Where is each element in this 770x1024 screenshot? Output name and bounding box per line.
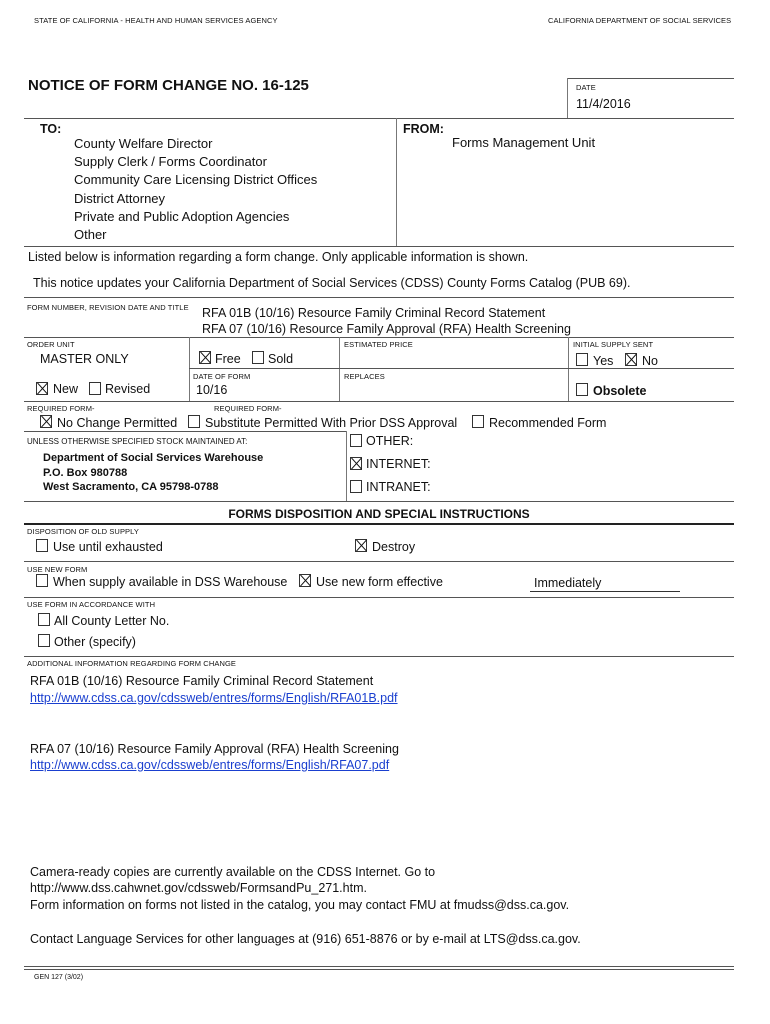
order-unit-value: MASTER ONLY	[40, 352, 129, 366]
additional-item-2-link[interactable]: http://www.cdss.ca.gov/cdssweb/entres/forms/English/RFA07.pdf	[30, 758, 390, 772]
agency-left: STATE OF CALIFORNIA - HEALTH AND HUMAN SERVICES AGENCY	[34, 16, 278, 25]
destroy-label: Destroy	[372, 540, 416, 554]
recipient-list	[74, 135, 317, 244]
form-title-1: RFA 01B (10/16) Resource Family Criminal Record Statement	[202, 306, 546, 320]
substitute-checkbox[interactable]	[188, 415, 200, 428]
all-county-letter-label: All County Letter No.	[54, 614, 170, 628]
other-specify-label: Other (specify)	[54, 635, 136, 649]
form-title-2: RFA 07 (10/16) Resource Family Approval (RFA) Health Screening	[202, 322, 571, 336]
all-county-letter-checkbox[interactable]	[38, 613, 50, 626]
no-label: No	[642, 354, 658, 368]
recipient-item: Community Care Licensing District Offices	[74, 172, 318, 188]
stock-label: UNLESS OTHERWISE SPECIFIED STOCK MAINTAINED AT:	[27, 437, 248, 446]
form-number-label: FORM NUMBER, REVISION DATE AND TITLE	[27, 303, 189, 312]
revised-label: Revised	[105, 382, 151, 396]
no-checkbox[interactable]	[625, 353, 637, 366]
recommended-checkbox[interactable]	[472, 415, 484, 428]
from-label: FROM:	[403, 122, 444, 136]
recipient-item: County Welfare Director	[74, 136, 213, 151]
estimated-price-label: ESTIMATED PRICE	[344, 340, 413, 349]
when-supply-checkbox[interactable]	[36, 574, 48, 587]
notice-number: 16-125	[262, 77, 309, 94]
intro-line-1: Listed below is information regarding a form change. Only applicable information is shown.	[28, 250, 529, 264]
free-label: Free	[215, 352, 241, 366]
new-label: New	[53, 382, 79, 396]
date-value: 11/4/2016	[576, 97, 631, 111]
additional-item-1-link[interactable]: http://www.cdss.ca.gov/cdssweb/entres/forms/English/RFA01B.pdf	[30, 691, 398, 705]
sold-label: Sold	[268, 352, 294, 366]
order-unit-label: ORDER UNIT	[27, 340, 75, 349]
effective-value: Immediately	[534, 576, 602, 590]
old-supply-label: DISPOSITION OF OLD SUPPLY	[27, 527, 139, 536]
obsolete-checkbox[interactable]	[576, 383, 588, 396]
warehouse-name: Department of Social Services Warehouse	[43, 452, 264, 464]
other-checkbox[interactable]	[350, 434, 362, 447]
agency-right: CALIFORNIA DEPARTMENT OF SOCIAL SERVICES	[548, 16, 732, 25]
additional-label: ADDITIONAL INFORMATION REGARDING FORM CHANGE	[27, 659, 236, 668]
use-new-form-label: USE NEW FORM	[27, 565, 88, 574]
when-supply-label: When supply available in DSS Warehouse	[53, 575, 288, 589]
yes-checkbox[interactable]	[576, 353, 588, 366]
camera-ready-line-2: http://www.dss.cahwnet.gov/cdssweb/FormsandPu_271.htm.	[30, 881, 367, 895]
additional-item-2-title: RFA 07 (10/16) Resource Family Approval (RFA) Health Screening	[30, 742, 399, 756]
required-form-label-2: REQUIRED FORM-	[214, 404, 282, 413]
recipient-item: Private and Public Adoption Agencies	[74, 208, 290, 224]
language-services: Contact Language Services for other languages at (916) 651-8876 or by e-mail at LTS@dss.ca.gov.	[30, 932, 581, 946]
replaces-label: REPLACES	[344, 372, 385, 381]
recipient-item: Supply Clerk / Forms Coordinator	[74, 154, 267, 170]
warehouse-address	[43, 451, 263, 495]
date-label: DATE	[576, 83, 596, 92]
obsolete-label: Obsolete	[593, 384, 647, 398]
no-change-checkbox[interactable]	[40, 415, 52, 428]
new-checkbox[interactable]	[36, 382, 48, 395]
date-of-form-value: 10/16	[196, 383, 228, 397]
camera-ready-line-1: Camera-ready copies are currently available on the CDSS Internet. Go to	[30, 865, 436, 879]
revised-checkbox[interactable]	[89, 382, 101, 395]
recommended-label: Recommended Form	[489, 416, 607, 430]
yes-label: Yes	[593, 354, 614, 368]
free-checkbox[interactable]	[199, 351, 211, 364]
warehouse-box: P.O. Box 980788	[43, 466, 128, 479]
accordance-label: USE FORM IN ACCORDANCE WITH	[27, 600, 156, 609]
destroy-checkbox[interactable]	[355, 539, 367, 552]
recipient-item: District Attorney	[74, 190, 166, 206]
use-new-form-effective-checkbox[interactable]	[299, 574, 311, 587]
additional-item-1-title: RFA 01B (10/16) Resource Family Criminal Record Statement	[30, 674, 374, 688]
intranet-checkbox[interactable]	[350, 480, 362, 493]
disposition-heading: FORMS DISPOSITION AND SPECIAL INSTRUCTIONS	[228, 507, 530, 521]
title-prefix: NOTICE OF FORM CHANGE NO.	[28, 77, 258, 94]
use-new-form-effective-label: Use new form effective	[316, 575, 443, 589]
intro-line-2: This notice updates your California Department of Social Services (CDSS) County Forms Catalog (PUB 69).	[33, 276, 631, 290]
internet-label: INTERNET:	[366, 457, 431, 471]
form-id: GEN 127 (3/02)	[34, 974, 84, 981]
other-label: OTHER:	[366, 434, 414, 448]
page-title	[28, 77, 309, 94]
initial-supply-label: INITIAL SUPPLY SENT	[573, 340, 654, 349]
date-of-form-label: DATE OF FORM	[193, 372, 251, 381]
sold-checkbox[interactable]	[252, 351, 264, 364]
use-until-exhausted-label: Use until exhausted	[53, 540, 163, 554]
recipient-item: Other	[74, 227, 107, 243]
substitute-label: Substitute Permitted With Prior DSS Approval	[205, 416, 458, 430]
no-change-label: No Change Permitted	[57, 416, 178, 430]
internet-checkbox[interactable]	[350, 457, 362, 470]
warehouse-city: West Sacramento, CA 95798-0788	[43, 481, 219, 493]
from-value: Forms Management Unit	[452, 135, 596, 150]
camera-ready-line-3: Form information on forms not listed in the catalog, you may contact FMU at fmudss@dss.ca.gov.	[30, 898, 570, 912]
other-specify-checkbox[interactable]	[38, 634, 50, 647]
use-until-exhausted-checkbox[interactable]	[36, 539, 48, 552]
to-label: TO:	[40, 122, 62, 136]
required-form-label: REQUIRED FORM-	[27, 404, 95, 413]
intranet-label: INTRANET:	[366, 480, 431, 494]
